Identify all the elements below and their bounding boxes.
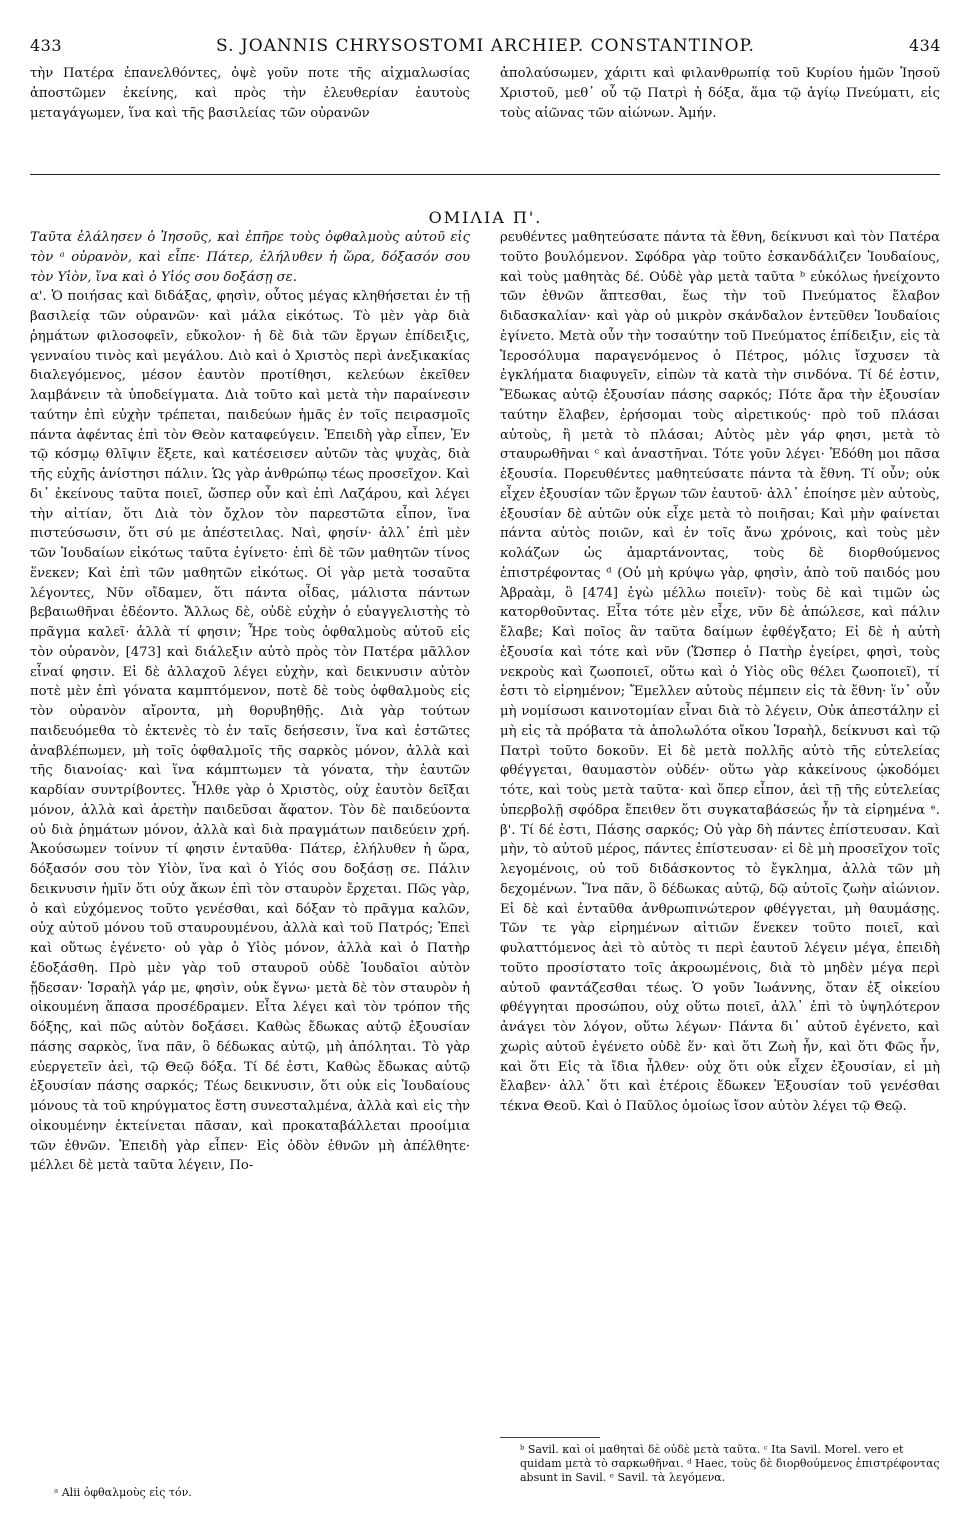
section-divider: [30, 174, 940, 175]
homily-title: ΟΜΙΛΙΑ Π'.: [428, 208, 543, 227]
top-right-text: ἀπολαύσωμεν, χάριτι καὶ φιλανθρωπίᾳ τοῦ Κυρίου ἡμῶν Ἰησοῦ Χριστοῦ, μεθ᾽ οὗ τῷ Πατρὶ ἡ δόξα, ἅμα τῷ ἁγίῳ Πνεύματι, εἰς τοὺς αἰῶνας τῶν αἰώνων. Ἀμήν.: [500, 66, 940, 121]
running-title: S. JOANNIS CHRYSOSTOMI ARCHIEP. CONSTANTINOP.: [216, 36, 755, 56]
page-number-left: 433: [30, 36, 63, 55]
footnote-divider: [500, 1437, 600, 1438]
page-number-right: 434: [908, 36, 941, 55]
top-left-text: τὴν Πατέρα ἐπανελθόντες, ὀψὲ γοῦν ποτε τῆς αἰχμαλωσίας ἀποστῶμεν ἐκείνης, καὶ πρὸς τὴν ἐλευθερίαν ἑαυτοὺς μεταγάγωμεν, ἵνα καὶ τῆς βασιλείας τῶν οὐρανῶν: [30, 66, 470, 121]
running-header: [30, 36, 941, 60]
right-main-column: [500, 228, 940, 1117]
gospel-lemma: Ταῦτα ἐλάλησεν ὁ Ἰησοῦς, καὶ ἐπῆρε τοὺς ὀφθαλμοὺς αὐτοῦ εἰς τὸν ᵃ οὐρανὸν, καὶ εἶπε· Πάτερ, ἐλήλυθεν ἡ ὥρα, δόξασόν σου τὸν Υἱὸν, ἵνα καὶ ὁ Υἱός σου δοξάσῃ σε.: [30, 230, 470, 285]
right-body-text: ρευθέντες μαθητεύσατε πάντα τὰ ἔθνη, δείκνυσι καὶ τὸν Πατέρα τοῦτο βουλόμενον. Σφόδρα γὰρ τοῦτο ἐσκανδάλιζεν Ἰουδαίους, καὶ τοὺς μαθητὰς δέ. Οὐδὲ γὰρ μετὰ ταῦτα ᵇ εὐκόλως ἠνείχοντο τῶν ἐθνῶν ἅπτεσθαι, ἕως τὴν τοῦ Πνεύματος ἔλαβον διδασκαλίαν· καὶ γὰρ οὐ μικρὸν σκάνδαλον ἐντεῦθεν Ἰουδαίοις ἐγίνετο. Μετὰ οὖν τὴν τοσαύτην τοῦ Πνεύματος ἐπίδειξιν, εἰς τὰ Ἱεροσόλυμα παραγενόμενος ὁ Πέτρος, μόλις ἴσχυσεν τὰ ἐγκλήματα διαφυγεῖν, εἰπὼν τὰ κατὰ τὴν σινδόνα. Τί δέ ἐστιν, Ἔδωκας αὐτῷ ἐξουσίαν πάσης σαρκός; Πότε ἄρα τὴν ἐξουσίαν ταύτην ἔλαβεν, ἐρήσομαι τοὺς αἱρετικούς· πρὸ τοῦ πλάσαι αὐτοὺς, ἢ μετὰ τὸ πλάσαι; Αὐτὸς μὲν γάρ φησι, μετὰ τὸ σταυρωθῆναι ᶜ καὶ ἀναστῆναι. Τότε γοῦν λέγει· Ἐδόθη μοι πᾶσα ἐξουσία. Πορευθέντες μαθητεύσατε πάντα τὰ ἔθνη. Τί οὖν; οὐκ εἶχεν ἐξουσίαν τῶν ἔργων τῶν ἑαυτοῦ· ἀλλ᾽ ἐποίησε μὲν αὐτοὺς, ἐξουσίαν δὲ αὐτῶν οὐκ εἶχε μετὰ τὸ ποιῆσαι; Καὶ μὴν φαίνεται πάντα αὐτὸς ποιῶν, καὶ ἐν τοῖς ἄνω χρόνοις, καὶ τοὺς μὲν κολάζων ὡς ἁμαρτάνοντας, τοὺς δὲ διορθούμενος ἐπιστρέφοντας ᵈ (Οὐ μὴ κρύψω γὰρ, φησὶν, ἀπὸ τοῦ παιδός μου Ἀβραὰμ, ὃ [474] ἐγὼ μέλλω ποιεῖν)· τοὺς δὲ καὶ τιμῶν ὡς κατορθοῦντας. Εἶτα τότε μὲν εἶχε, νῦν δὲ ἀπώλεσε, καὶ πάλιν ἔλαβε; Καὶ ποῖος ἂν ταῦτα δαίμων ἐφθέγξατο; Εἰ δὲ ἡ αὐτὴ ἐξουσία καὶ τότε καὶ νῦν (Ὥσπερ ὁ Πατὴρ ἐγείρει, φησὶ, τοὺς νεκροὺς καὶ ζωοποιεῖ, οὕτω καὶ ὁ Υἱὸς οὓς θέλει ζωοποιεῖ), τί ἐστι τὸ εἰρημένον; Ἔμελλεν αὐτοὺς πέμπειν εἰς τὰ ἔθνη· ἵν᾽ οὖν μὴ νομίσωσι καινοτομίαν εἶναι διὰ τὸ λέγειν, Οὐκ ἀπεστάλην εἰ μὴ εἰς τὰ πρόβατα τὰ ἀπολωλότα οἴκου Ἰσραὴλ, δείκνυσι καὶ τῷ Πατρὶ τοῦτο δοκοῦν. Εἰ δὲ μετὰ πολλῆς αὐτὸ τῆς εὐτελείας φθέγγεται, θαυμαστὸν οὐδέν· οὕτω γὰρ κἀκείνους ᾠκοδόμει τότε, καὶ τοὺς μετὰ ταῦτα· καὶ ὅπερ εἶπον, ἀεὶ τῇ τῆς εὐτελείας ὑπερβολῇ σφόδρα ἔπειθεν ὅτι συγκαταβάσεώς ἦν τὰ εἰρημένα ᵉ. β'. Τί δέ ἐστι, Πάσης σαρκός; Οὐ γὰρ δὴ πάντες ἐπίστευσαν. Καὶ μὴν, τὸ αὐτοῦ μέρος, πάντες ἐπίστευσαν· εἰ δὲ μὴ προσεῖχον τοῖς λεγομένοις, οὐ τοῦ διδάσκοντος τὸ ἔγκλημα, ἀλλὰ τῶν μὴ δεχομένων. Ἵνα πᾶν, ὃ δέδωκας αὐτῷ, δῷ αὐτοῖς ζωὴν αἰώνιον. Εἰ δὲ καὶ ἐνταῦθα ἀνθρωπινώτερον φθέγγεται, μὴ θαυμάσῃς. Τῶν τε γὰρ εἰρημένων αἰτιῶν ἕνεκεν τοῦτο ποιεῖ, καὶ φυλαττόμενος ἀεὶ τὸ αὐτὸς τι περὶ ἑαυτοῦ λέγειν μέγα, ἐπειδὴ τοῦτο προσίστατο τοῖς ἀκροωμένοις, διὰ τὸ μηδὲν μέγα περὶ αὐτοῦ φαντάζεσθαι τέως. Ὁ γοῦν Ἰωάννης, ὅταν ἐξ οἰκείου φθέγγηται προσώπου, οὐχ οὕτω ποιεῖ, ἀλλ᾽ ἐπὶ τὸ ὑψηλότερον ἀνάγει τὸν λόγον, οὕτω λέγων· Πάντα δι᾽ αὐτοῦ ἐγένετο, καὶ χωρὶς αὐτοῦ ἐγένετο οὐδὲ ἕν· καὶ ὅτι Ζωὴ ἦν, καὶ ὅτι Φῶς ἦν, καὶ ὅτι Εἰς τὰ ἴδια ἦλθεν· οὐχ ὅτι οὐκ εἶχεν ἐξουσίαν, εἰ μὴ ἔλαβεν· ἀλλ᾽ ὅτι καὶ ἑτέροις ἔδωκεν Ἐξουσίαν τοῦ γενέσθαι τέκνα Θεοῦ. Καὶ ὁ Παῦλος ὁμοίως ἴσον αὐτὸν λέγει τῷ Θεῷ.: [500, 230, 940, 1114]
left-body-text: α'. Ὁ ποιήσας καὶ διδάξας, φησὶν, οὗτος μέγας κληθήσεται ἐν τῇ βασιλείᾳ τῶν οὐρανῶν· καὶ μάλα εἰκότως. Τὸ μὲν γὰρ διὰ ῥημάτων φιλοσοφεῖν, εὔκολον· ἡ δὲ διὰ τῶν ἔργων ἐπίδειξις, γενναίου τινὸς καὶ μεγάλου. Διὸ καὶ ὁ Χριστὸς περὶ ἀνεξικακίας διαλεγόμενος, μέσον ἑαυτὸν προτίθησι, κελεύων ἐκεῖθεν λαμβάνειν τὰ ὑποδείγματα. Διὰ τοῦτο καὶ μετὰ τὴν παραίνεσιν ταύτην ἐπὶ εὐχὴν τρέπεται, παιδεύων ἡμᾶς ἐν τοῖς πειρασμοῖς πάντα ἀφέντας ἐπὶ τὸν Θεὸν καταφεύγειν. Ἐπειδὴ γὰρ εἶπεν, Ἐν τῷ κόσμῳ θλῖψιν ἕξετε, καὶ κατέσεισεν αὐτῶν τὰς ψυχὰς, διὰ τῆς εὐχῆς ἀνίστησι πάλιν. Ὡς γὰρ ἀνθρώπῳ τέως προσεῖχον. Καὶ δι᾽ ἐκείνους ταῦτα ποιεῖ, ὥσπερ οὖν καὶ ἐπὶ Λαζάρου, καὶ λέγει τὴν αἰτίαν, ὅτι Διὰ τὸν ὄχλον τὸν παρεστῶτα εἶπον, ἵνα πιστεύσωσιν, ὅτι σύ με ἀπέστειλας. Ναὶ, φησίν· ἀλλ᾽ ἐπὶ μὲν τῶν Ἰουδαίων εἰκότως ταῦτα ἐγίνετο· ἐπὶ δὲ τῶν μαθητῶν τίνος ἕνεκεν; Καὶ ἐπὶ τῶν μαθητῶν εἰκότως. Οἱ γὰρ μετὰ τοσαῦτα λέγοντες, Νῦν οἴδαμεν, ὅτι πάντα οἶδας, μάλιστα πάντων βεβαιωθῆναι ἐδέοντο. Ἄλλως δὲ, οὐδὲ εὐχὴν ὁ εὐαγγελιστὴς τὸ πρᾶγμα καλεῖ· ἀλλὰ τί φησιν; Ἦρε τοὺς ὀφθαλμοὺς αὐτοῦ εἰς τὸν οὐρανὸν, [473] καὶ διάλεξιν αὐτὸ πρὸς τὸν Πατέρα μᾶλλον εἶναί φησιν. Εἰ δὲ ἀλλαχοῦ λέγει εὐχὴν, καὶ δεικνυσιν αὐτὸν ποτὲ μὲν ἐπὶ γόνατα καμπτόμενον, ποτὲ δὲ τοὺς ὀφθαλμοὺς εἰς τὸν οὐρανὸν αἴροντα, μὴ θορυβηθῇς. Διὰ γὰρ τούτων παιδευόμεθα τὸ ἐκτενὲς τὸ ἐν ταῖς δεήσεσιν, ἵνα καὶ ἑστῶτες ἀναβλέπωμεν, μὴ τοῖς ὀφθαλμοῖς τῆς σαρκὸς μόνον, ἀλλὰ καὶ τῆς διανοίας· καὶ ἵνα κάμπτωμεν τὰ γόνατα, τὴν ἑαυτῶν καρδίαν συντρίβοντες. Ἦλθε γὰρ ὁ Χριστὸς, οὐχ ἑαυτὸν δεῖξαι μόνον, ἀλλὰ καὶ ἀρετὴν παιδεῦσαι ἄφατον. Τὸν δὲ παιδεύοντα οὐ διὰ ῥημάτων μόνον, ἀλλὰ καὶ διὰ πραγμάτων παιδεύειν χρή. Ἀκούσωμεν τοίνυν τί φησιν ἐνταῦθα· Πάτερ, ἐλήλυθεν ἡ ὥρα, δόξασόν σου τὸν Υἱὸν, ἵνα καὶ ὁ Υἱός σου δοξάσῃ σε. Πάλιν δεικνυσιν ἡμῖν ὅτι οὐχ ἄκων ἐπὶ τὸν σταυρὸν ἔρχεται. Πῶς γὰρ, ὁ καὶ εὐχόμενος τοῦτο γενέσθαι, καὶ δόξαν τὸ πρᾶγμα καλῶν, οὐχ αὐτοῦ μόνου τοῦ σταυρουμένου, ἀλλὰ καὶ τοῦ Πατρός; Ἐπεὶ καὶ οὕτως ἐγένετο· οὐ γὰρ ὁ Υἱὸς μόνον, ἀλλὰ καὶ ὁ Πατὴρ ἐδοξάσθη. Πρὸ μὲν γὰρ τοῦ σταυροῦ οὐδὲ Ἰουδαῖοι αὐτὸν ᾔδεσαν· Ἰσραὴλ γάρ με, φησὶν, οὐκ ἔγνω· μετὰ δὲ τὸν σταυρὸν ἡ οἰκουμένη ἅπασα προσέδραμεν. Εἶτα λέγει καὶ τὸν τρόπον τῆς δόξης, καὶ πῶς αὐτὸν δοξάσει. Καθὼς ἔδωκας αὐτῷ ἐξουσίαν πάσης σαρκὸς, ἵνα πᾶν, ὃ δέδωκας αὐτῷ, μὴ ἀπόληται. Τὸ γὰρ εὐεργετεῖν ἀεὶ, τῷ Θεῷ δόξα. Τί δέ ἐστι, Καθὼς ἔδωκας αὐτῷ ἐξουσίαν πάσης σαρκός; Τέως δεικνυσιν, ὅτι οὐκ εἰς Ἰουδαίους μόνους τὰ τοῦ κηρύγματος ἔστη συνεσταλμένα, ἀλλὰ καὶ εἰς τὴν οἰκουμένην ἐκτείνεται πᾶσαν, καὶ προκαταβάλλεται προοίμια τῶν ἐθνῶν. Ἐπειδὴ γὰρ εἶπεν· Εἰς ὁδὸν ἐθνῶν μὴ ἀπέλθητε· μέλλει δὲ μετὰ ταῦτα λέγειν, Πο-: [30, 289, 470, 1174]
footnotes-right: ᵇ Savil. καὶ οἱ μαθηταὶ δὲ οὐδὲ μετὰ ταῦτα. ᶜ Ita Savil. Morel. vero et quidam μετὰ τὸ σαρκωθῆναι. ᵈ Haec, τοὺς δὲ διορθούμενος ἐπιστρέφοντας absunt in Savil. ᵉ Savil. τὰ λεγόμενα.: [520, 1443, 940, 1484]
left-main-column: [30, 228, 470, 1176]
footnotes-left: ᵃ Alii ὀφθαλμοὺς εἰς τόν.: [54, 1486, 192, 1499]
top-right-column: [500, 64, 940, 123]
top-left-column: [30, 64, 470, 123]
